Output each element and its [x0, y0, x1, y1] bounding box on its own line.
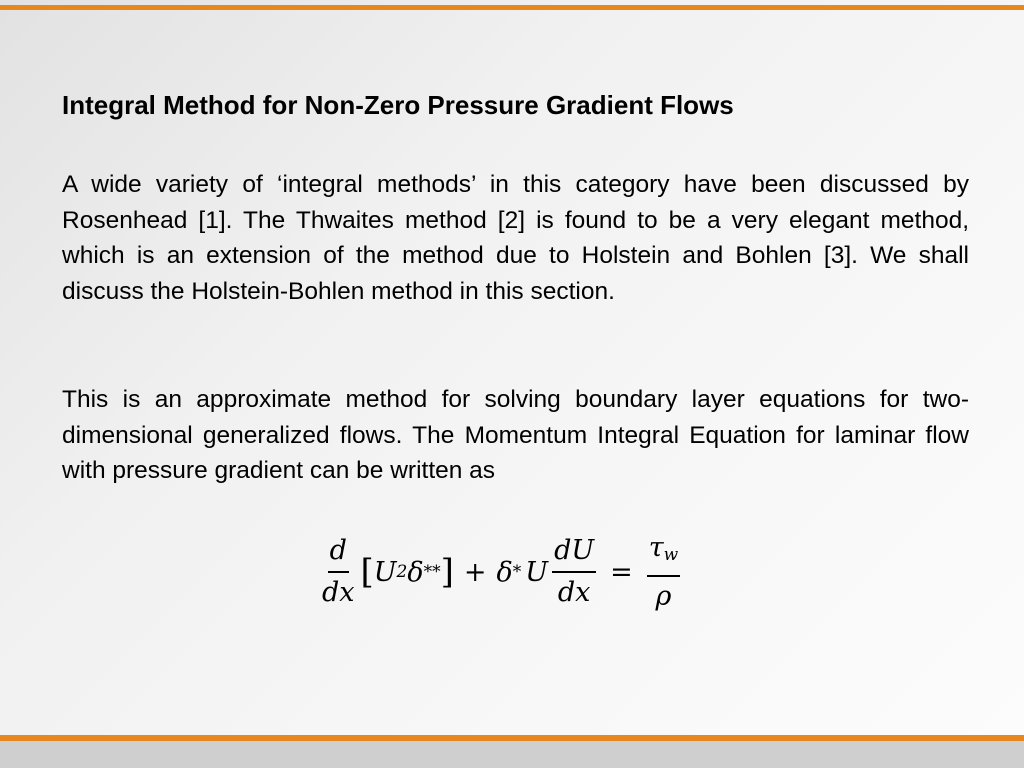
momentum-integral-equation [316, 528, 684, 616]
velocity-exponent: 2 [396, 562, 408, 582]
fraction-numerator: d [328, 534, 349, 573]
bracket-close: ] [440, 552, 454, 592]
fraction-d-dx [320, 534, 357, 610]
fraction-numerator [647, 531, 681, 577]
wall-shear-stress-symbol: τ [648, 531, 664, 563]
bracket-open: [ [360, 552, 374, 592]
equals-operator: = [610, 556, 633, 588]
displacement-thickness-symbol: δ [496, 556, 513, 588]
fraction-dU-dx [552, 534, 596, 610]
fraction-denominator: dx [322, 577, 355, 608]
slide-title: Integral Method for Non-Zero Pressure Gradient Flows [62, 90, 734, 120]
fraction-numerator: dU [552, 534, 596, 573]
fraction-tau-rho [647, 531, 681, 614]
velocity-symbol: U [373, 556, 397, 588]
wall-subscript: w [663, 544, 679, 565]
displacement-thickness-superscript: * [512, 562, 522, 582]
velocity-symbol-2: U [525, 556, 549, 588]
plus-operator: + [463, 556, 487, 588]
top-accent-rule [0, 5, 1024, 10]
fraction-denominator: dx [557, 577, 591, 608]
density-symbol: ρ [655, 580, 672, 612]
paragraph-method: This is an approximate method for solving boundary layer equations for two-dimensional generalized flows. The Momentum Integral Equation for laminar flow with pressure gradient can be written as [62, 386, 969, 484]
momentum-thickness-superscript: ** [423, 562, 441, 582]
momentum-thickness-symbol: δ [407, 556, 424, 588]
bottom-footer-band [0, 741, 1024, 768]
paragraph-intro: A wide variety of ‘integral methods’ in this category have been discussed by Rosenhead [1]. The Thwaites method [2] is found to be a very elegant method, which is an extension of the method due to Holstein and Bohlen [3]. We shall discuss the Holstein-Bohlen method in this section. [62, 171, 969, 305]
